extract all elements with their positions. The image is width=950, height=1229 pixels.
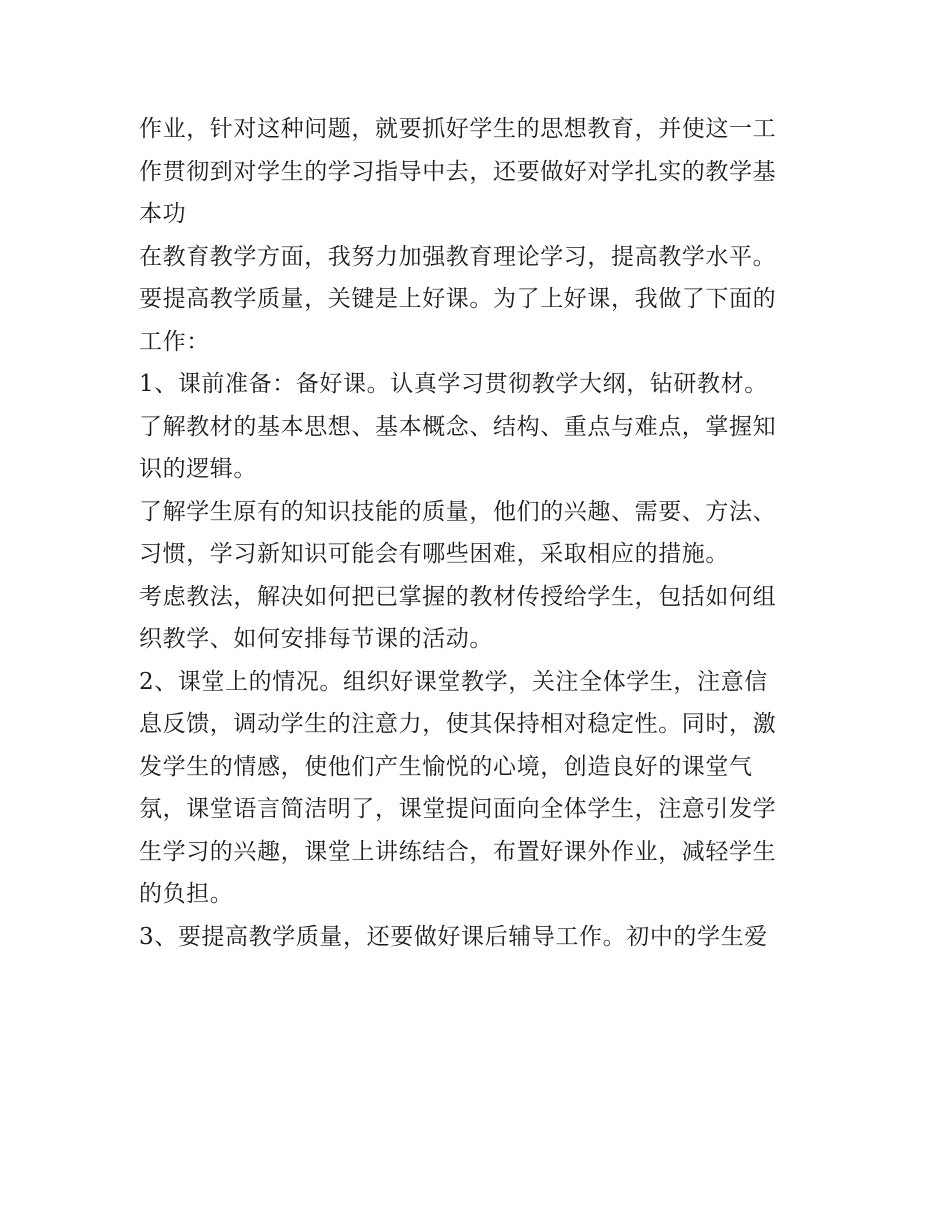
text-line: 作业，针对这种问题，就要抓好学生的思想教育，并使这一工 [139,116,777,142]
text-line: 习惯，学习新知识可能会有哪些困难，采取相应的措施。 [139,541,729,567]
paragraph-5 [139,576,819,661]
text-line: 作贯彻到对学生的学习指导中去，还要做好对学扎实的教学基 [139,158,777,185]
paragraph-2 [139,236,819,364]
text-line: 1、课前准备：备好课。认真学习贯彻教学大纲，钻研教材。 [139,371,768,397]
text-line: 发学生的情感，使他们产生愉悦的心境，创造良好的课堂气 [139,753,753,780]
text-line: 息反馈，调动学生的注意力，使其保持相对稳定性。同时，激 [139,711,777,737]
text-line: 2、课堂上的情况。组织好课堂教学，关注全体学生，注意信 [139,668,768,695]
text-line: 了解学生原有的知识技能的质量，他们的兴趣、需要、方法、 [139,498,777,525]
text-line: 了解教材的基本思想、基本概念、结构、重点与难点，掌握知 [139,413,777,440]
text-line: 本功 [139,201,187,227]
text-line: 的负担。 [139,881,234,907]
text-line: 工作： [139,328,210,355]
text-line: 考虑教法，解决如何把已掌握的教材传授给学生，包括如何组 [139,583,777,610]
text-line: 氛，课堂语言简洁明了，课堂提问面向全体学生，注意引发学 [139,796,777,822]
paragraph-4 [139,491,819,576]
document-body [139,108,819,958]
text-line: 要提高教学质量，关键是上好课。为了上好课，我做了下面的 [139,286,777,312]
text-line: 生学习的兴趣，课堂上讲练结合，布置好课外作业，减轻学生 [139,838,777,865]
text-line: 织教学、如何安排每节课的活动。 [139,626,493,652]
text-line: 识的逻辑。 [139,456,257,482]
paragraph-1 [139,108,819,236]
paragraph-3 [139,363,819,491]
text-line: 3、要提高教学质量，还要做好课后辅导工作。初中的学生爱 [139,923,768,950]
paragraph-7 [139,916,819,959]
paragraph-6 [139,661,819,916]
text-line: 在教育教学方面，我努力加强教育理论学习，提高教学水平。 [139,243,777,270]
